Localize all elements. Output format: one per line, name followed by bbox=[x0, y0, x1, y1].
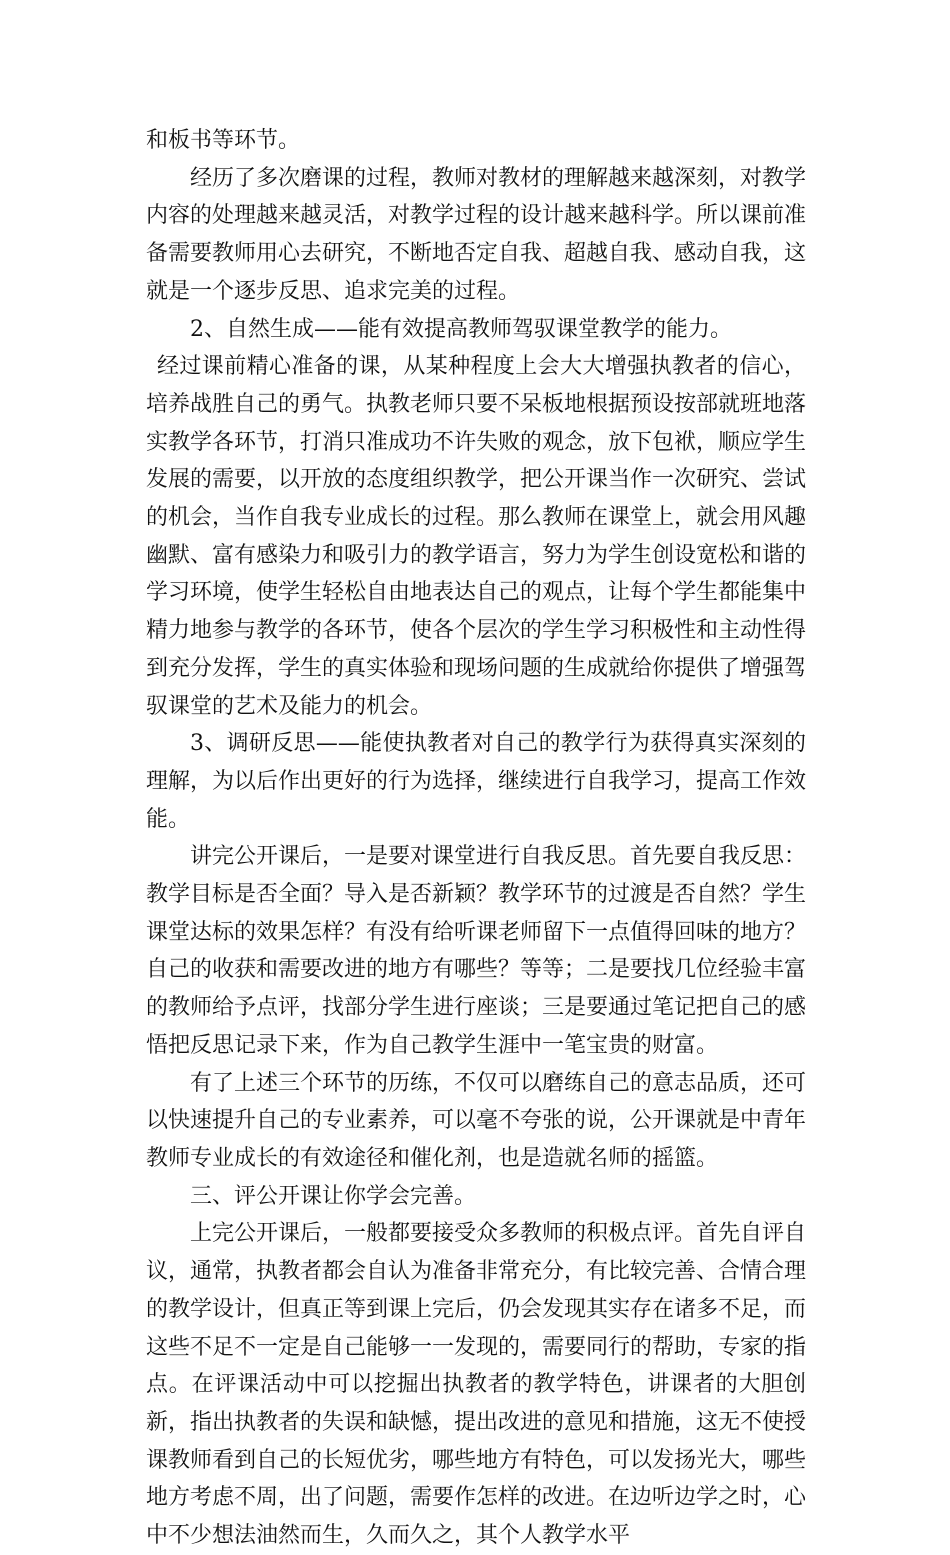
paragraph-1: 经历了多次磨课的过程，教师对教材的理解越来越深刻，对教学内容的处理越来越灵活，对教学过程的设计越来越科学。所以课前准备需要教师用心去研究，不断地否定自我、超越自我、感动自我，这就是一个逐步反思、追求完美的过程。 bbox=[146, 165, 807, 304]
paragraph-4: 3、调研反思——能使执教者对自己的教学行为获得真实深刻的理解，为以后作出更好的行为选择，继续进行自我学习，提高工作效能。 bbox=[146, 731, 807, 832]
document-body bbox=[146, 122, 806, 1555]
paragraph-2: 2、自然生成——能有效提高教师驾驭课堂教学的能力。 bbox=[190, 316, 732, 342]
paragraph-7: 三、评公开课让你学会完善。 bbox=[190, 1183, 477, 1209]
paragraph-8: 上完公开课后，一般都要接受众多教师的积极点评。首先自评自议，通常，执教者都会自认为准备非常充分，有比较完善、合情合理的教学设计，但真正等到课上完后，仍会发现其实存在诸多不足，而这些不足不一定是自己能够一一发现的，需要同行的帮助，专家的指点。在评课活动中可以挖掘出执教者的教学特色，讲课者的大胆创新，指出执教者的失误和缺憾，提出改进的意见和措施，这无不使授课教师看到自己的长短优劣，哪些地方有特色，可以发扬光大，哪些地方考虑不周，出了问题，需要作怎样的改进。在边听边学之时，心中不少想法油然而生，久而久之，其个人教学水平 bbox=[146, 1221, 807, 1549]
paragraph-5: 讲完公开课后，一是要对课堂进行自我反思。首先要自我反思：教学目标是否全面？导入是否新颖？教学环节的过渡是否自然？学生课堂达标的效果怎样？有没有给听课老师留下一点值得回味的地方？自己的收获和需要改进的地方有哪些？等等；二是要找几位经验丰富的教师给予点评，找部分学生进行座谈；三是要通过笔记把自己的感悟把反思记录下来，作为自己教学生涯中一笔宝贵的财富。 bbox=[146, 844, 807, 1058]
paragraph-3: 经过课前精心准备的课，从某种程度上会大大增强执教者的信心，培养战胜自己的勇气。执教老师只要不呆板地根据预设按部就班地落实教学各环节，打消只准成功不许失败的观念，放下包袱，顺应学生发展的需要，以开放的态度组织教学，把公开课当作一次研究、尝试的机会，当作自我专业成长的过程。那么教师在课堂上，就会用风趣幽默、富有感染力和吸引力的教学语言，努力为学生创设宽松和谐的学习环境，使学生轻松自由地表达自己的观点，让每个学生都能集中精力地参与教学的各环节，使各个层次的学生学习积极性和主动性得到充分发挥，学生的真实体验和现场问题的生成就给你提供了增强驾驭课堂的艺术及能力的机会。 bbox=[146, 354, 807, 719]
paragraph-6: 有了上述三个环节的历练，不仅可以磨练自己的意志品质，还可以快速提升自己的专业素养，可以毫不夸张的说，公开课就是中青年教师专业成长的有效途径和催化剂，也是造就名师的摇篮。 bbox=[146, 1070, 807, 1171]
paragraph-0: 和板书等环节。 bbox=[146, 128, 301, 153]
